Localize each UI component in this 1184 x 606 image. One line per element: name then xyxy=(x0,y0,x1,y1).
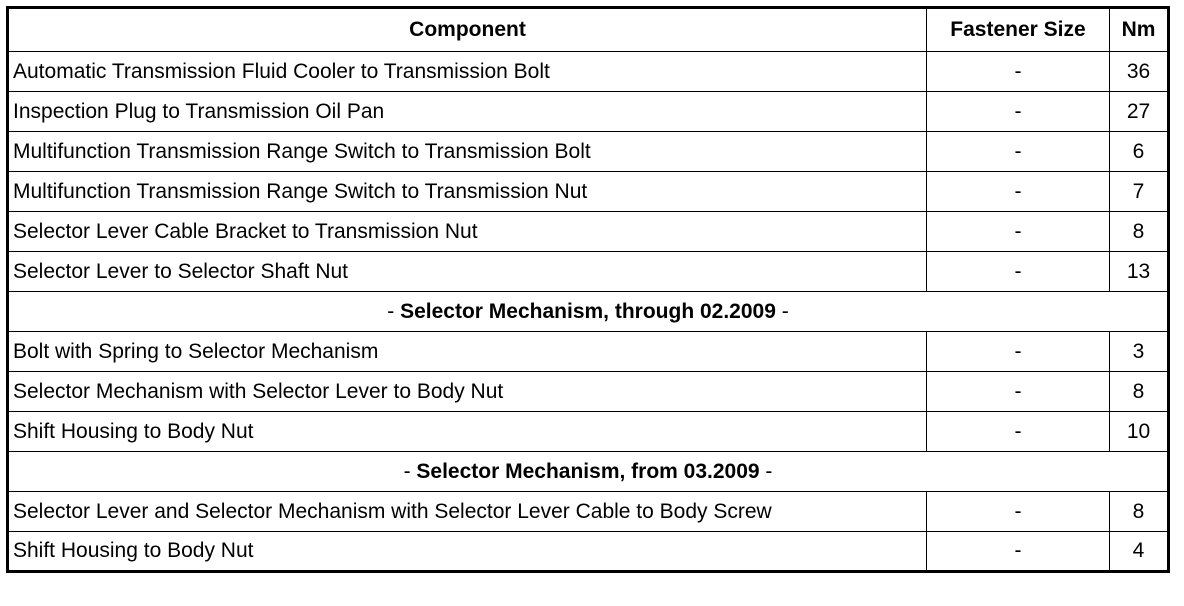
fastener-size-cell: - xyxy=(927,252,1110,292)
component-cell: Multifunction Transmission Range Switch to Transmission Bolt xyxy=(8,132,927,172)
nm-cell: 8 xyxy=(1110,372,1169,412)
nm-cell: 6 xyxy=(1110,132,1169,172)
component-cell: Bolt with Spring to Selector Mechanism xyxy=(8,332,927,372)
section-title: Selector Mechanism, through 02.2009 xyxy=(400,299,776,323)
fastener-size-cell: - xyxy=(927,492,1110,532)
table-row xyxy=(8,52,1169,92)
component-cell: Automatic Transmission Fluid Cooler to Transmission Bolt xyxy=(8,52,927,92)
section-title: Selector Mechanism, from 03.2009 xyxy=(416,459,760,483)
nm-cell: 3 xyxy=(1110,332,1169,372)
section-header-through-02-2009 xyxy=(8,292,1169,332)
table-row xyxy=(8,212,1169,252)
fastener-size-cell: - xyxy=(927,532,1110,572)
table-row xyxy=(8,252,1169,292)
fastener-size-cell: - xyxy=(927,212,1110,252)
nm-cell: 8 xyxy=(1110,492,1169,532)
nm-cell: 7 xyxy=(1110,172,1169,212)
fastener-size-cell: - xyxy=(927,372,1110,412)
section-header-row xyxy=(8,292,1169,332)
component-cell: Selector Mechanism with Selector Lever to Body Nut xyxy=(8,372,927,412)
table-row xyxy=(8,372,1169,412)
component-cell: Selector Lever to Selector Shaft Nut xyxy=(8,252,927,292)
nm-cell: 27 xyxy=(1110,92,1169,132)
nm-cell: 36 xyxy=(1110,52,1169,92)
fastener-size-cell: - xyxy=(927,52,1110,92)
component-cell: Selector Lever and Selector Mechanism with Selector Lever Cable to Body Screw xyxy=(8,492,927,532)
table-header-row xyxy=(8,8,1169,52)
section-prefix: - xyxy=(403,459,417,483)
section-prefix: - xyxy=(387,299,401,323)
table-row xyxy=(8,412,1169,452)
torque-specification-table xyxy=(6,6,1170,573)
fastener-size-column-header: Fastener Size xyxy=(927,8,1110,52)
component-cell: Selector Lever Cable Bracket to Transmission Nut xyxy=(8,212,927,252)
nm-cell: 10 xyxy=(1110,412,1169,452)
fastener-size-cell: - xyxy=(927,172,1110,212)
component-cell: Shift Housing to Body Nut xyxy=(8,532,927,572)
section-header-from-03-2009 xyxy=(8,452,1169,492)
nm-cell: 8 xyxy=(1110,212,1169,252)
component-cell: Shift Housing to Body Nut xyxy=(8,412,927,452)
table-row xyxy=(8,132,1169,172)
table-row xyxy=(8,492,1169,532)
fastener-size-cell: - xyxy=(927,92,1110,132)
table-row xyxy=(8,532,1169,572)
section-suffix: - xyxy=(775,299,789,323)
nm-column-header: Nm xyxy=(1110,8,1169,52)
fastener-size-cell: - xyxy=(927,332,1110,372)
component-cell: Inspection Plug to Transmission Oil Pan xyxy=(8,92,927,132)
fastener-size-cell: - xyxy=(927,412,1110,452)
section-suffix: - xyxy=(759,459,773,483)
table-row xyxy=(8,92,1169,132)
table-row xyxy=(8,172,1169,212)
fastener-size-cell: - xyxy=(927,132,1110,172)
component-cell: Multifunction Transmission Range Switch to Transmission Nut xyxy=(8,172,927,212)
nm-cell: 4 xyxy=(1110,532,1169,572)
table-row xyxy=(8,332,1169,372)
component-column-header: Component xyxy=(8,8,927,52)
section-header-row xyxy=(8,452,1169,492)
nm-cell: 13 xyxy=(1110,252,1169,292)
